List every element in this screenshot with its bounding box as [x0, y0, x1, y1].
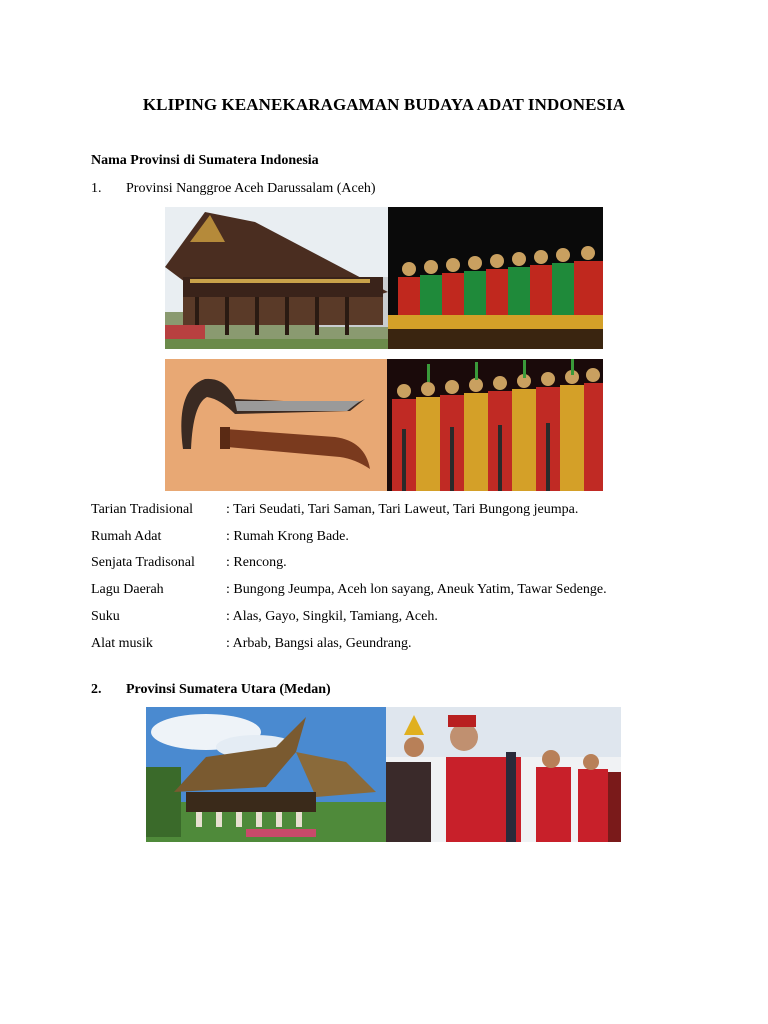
page-title: KLIPING KEANEKARAGAMAN BUDAYA ADAT INDONESIA [142, 95, 626, 114]
tari-tortor-photo [386, 707, 621, 842]
rumah-bolon-photo [146, 707, 386, 842]
section-heading: Nama Provinsi di Sumatera Indonesia [91, 153, 319, 168]
detail-value-suku: : Alas, Gayo, Singkil, Tamiang, Aceh. [226, 609, 438, 624]
province-2-number: 2. [91, 682, 102, 697]
detail-value-tarian: : Tari Seudati, Tari Saman, Tari Laweut, Tari Bungong jeumpa. [226, 502, 579, 517]
tari-seudati-photo [387, 359, 603, 491]
province-1-name: Provinsi Nanggroe Aceh Darussalam (Aceh) [126, 181, 376, 196]
detail-value-senjata: : Rencong. [226, 555, 287, 570]
rencong-photo [165, 359, 387, 491]
tari-saman-photo [388, 207, 603, 349]
detail-value-rumah: : Rumah Krong Bade. [226, 529, 349, 544]
detail-label-alat-musik: Alat musik [91, 636, 153, 651]
detail-label-rumah: Rumah Adat [91, 529, 162, 544]
detail-label-lagu: Lagu Daerah [91, 582, 164, 597]
detail-value-lagu: : Bungong Jeumpa, Aceh lon sayang, Aneuk Yatim, Tawar Sedenge. [226, 582, 607, 597]
detail-label-tarian: Tarian Tradisional [91, 502, 194, 517]
detail-label-suku: Suku [91, 609, 120, 624]
detail-label-senjata: Senjata Tradisonal [91, 555, 195, 570]
rumah-krong-bade-photo [165, 207, 388, 349]
province-1-number: 1. [91, 181, 102, 196]
province-2-name: Provinsi Sumatera Utara (Medan) [126, 682, 331, 697]
detail-value-alat-musik: : Arbab, Bangsi alas, Geundrang. [226, 636, 412, 651]
